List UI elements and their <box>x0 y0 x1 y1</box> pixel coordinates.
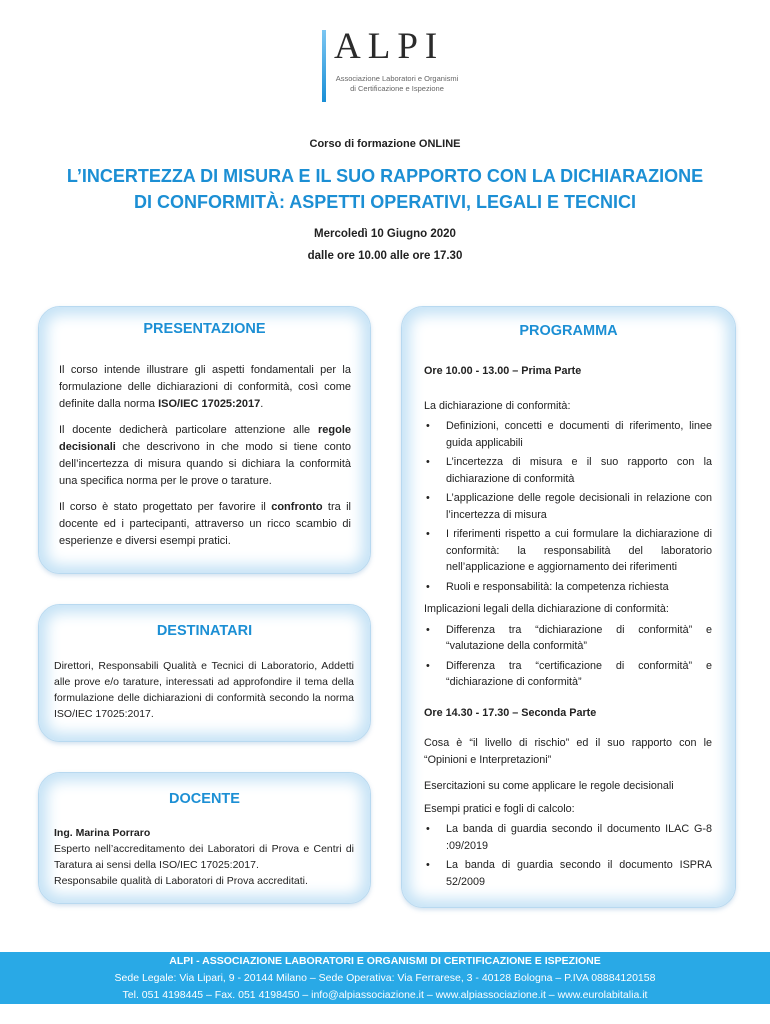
destinatari-heading: DESTINATARI <box>156 623 253 639</box>
docente-name: Ing. Marina Porraro <box>54 827 151 839</box>
docente-body <box>54 825 354 889</box>
list-item-text: I riferimenti rispetto a cui formulare la dichiarazione di conformità: la responsabilità del laboratorio nell’applicazione e aggiornamento dei riferimenti <box>446 528 712 573</box>
list-item <box>424 821 712 854</box>
list-item-text: La banda di guardia secondo il documento ISPRA 52/2009 <box>446 859 712 888</box>
text-span: Il corso intende illustrare gli aspetti fondamentali per la formulazione delle dichiarazioni di conformità, così come definite dalla norma <box>59 364 351 410</box>
logo-subtitle-line2: di Certificazione e Ispezione <box>350 84 444 93</box>
programma-paragraph-1: Cosa è “il livello di rischio” ed il suo rapporto con le “Opinioni e Interpretazioni” <box>424 737 712 766</box>
course-time: dalle ore 10.00 alle ore 17.30 <box>307 250 463 262</box>
docente-bio-1: Esperto nell’accreditamento dei Laboratori di Prova e Centri di Taratura ai sensi della ISO/IEC 17025:2017. <box>54 843 354 871</box>
list-item-text: Differenza tra “certificazione di conformità” e “dichiarazione di conformità” <box>446 659 712 688</box>
programma-list-1 <box>424 418 712 595</box>
list-item <box>424 622 712 655</box>
bullet-icon: • <box>426 823 430 835</box>
programma-heading: PROGRAMMA <box>519 323 618 339</box>
programma-intro-1: La dichiarazione di conformità: <box>424 399 571 412</box>
text-span: che descrivono in che modo si tiene conto dell’incertezza di misura quando si dichiara la conformità una specifica norma per le prove o tarature. <box>59 441 351 487</box>
list-item-text: L’applicazione delle regole decisionali in relazione con l’incertezza di misura <box>446 492 712 521</box>
destinatari-panel <box>38 604 371 742</box>
presentazione-body <box>59 362 351 559</box>
presentazione-paragraph-3 <box>59 499 351 550</box>
presentazione-paragraph-1 <box>59 362 351 413</box>
prima-parte-heading: Ore 10.00 - 13.00 – Prima Parte <box>424 365 582 377</box>
footer-bar <box>0 952 770 1004</box>
course-type: Corso di formazione ONLINE <box>309 138 461 150</box>
list-item <box>424 579 712 596</box>
programma-body <box>424 363 712 894</box>
logo-subtitle <box>334 74 460 94</box>
logo-wordmark: ALPI <box>334 26 445 67</box>
list-item <box>424 454 712 487</box>
norm-reference: ISO/IEC 17025:2017 <box>158 398 261 410</box>
footer-address: Sede Legale: Via Lipari, 9 - 20144 Milano – Sede Operativa: Via Ferrarese, 3 - 40128 Bologna – P.IVA 08884120158 <box>114 972 656 984</box>
emphasis-text: confronto <box>271 501 323 513</box>
presentazione-paragraph-2 <box>59 422 351 490</box>
logo-subtitle-line1: Associazione Laboratori e Organismi <box>335 74 459 83</box>
presentazione-heading: PRESENTAZIONE <box>143 321 266 337</box>
programma-paragraph-2: Esercitazioni su come applicare le regole decisionali <box>424 780 674 792</box>
alpi-logo <box>322 26 459 104</box>
course-title-line1: L’INCERTEZZA DI MISURA E IL SUO RAPPORTO CON LA DICHIARAZIONE <box>66 166 704 186</box>
course-title-line2: DI CONFORMITÀ: ASPETTI OPERATIVI, LEGALI E TECNICI <box>133 192 636 212</box>
text-span: Il corso è stato progettato per favorire il <box>59 501 272 513</box>
bullet-icon: • <box>426 456 430 468</box>
bullet-icon: • <box>426 859 430 871</box>
list-item-text: La banda di guardia secondo il documento ILAC G-8 :09/2019 <box>446 823 712 852</box>
bullet-icon: • <box>426 580 430 593</box>
course-title <box>0 163 770 215</box>
list-item-text: Definizioni, concetti e documenti di riferimento, linee guida applicabili <box>446 420 712 449</box>
bullet-icon: • <box>426 623 430 636</box>
seconda-parte-heading: Ore 14.30 - 17.30 – Seconda Parte <box>424 706 597 719</box>
programma-list-3 <box>424 821 712 890</box>
programma-intro-3: Esempi pratici e fogli di calcolo: <box>424 802 575 815</box>
list-item-text: Differenza tra “dichiarazione di conformità” e “valutazione della conformità” <box>446 623 712 652</box>
programma-panel <box>401 306 736 908</box>
text-span: Il docente dedicherà particolare attenzione alle <box>59 424 318 436</box>
programma-list-2 <box>424 622 712 691</box>
list-item-text: L’incertezza di misura e il suo rapporto con la dichiarazione di conformità <box>446 456 712 485</box>
docente-bio-2: Responsabile qualità di Laboratori di Prova accreditati. <box>54 875 308 887</box>
docente-heading: DOCENTE <box>169 791 240 807</box>
list-item <box>424 490 712 523</box>
bullet-icon: • <box>426 492 430 504</box>
presentazione-panel <box>38 306 371 574</box>
list-item <box>424 526 712 576</box>
bullet-icon: • <box>426 528 430 540</box>
list-item-text: Ruoli e responsabilità: la competenza richiesta <box>446 580 669 593</box>
list-item <box>424 418 712 451</box>
bullet-icon: • <box>426 659 430 672</box>
destinatari-text: Direttori, Responsabili Qualità e Tecnici di Laboratorio, Addetti alle prove e/o tarature, interessati ad approfondire il tema della formulazione delle dichiarazioni di conformità secondo la norma ISO/IEC 17025:2017. <box>54 660 354 720</box>
footer-contacts: Tel. 051 4198445 – Fax. 051 4198450 – info@alpiassociazione.it – www.alpiassociazione.it – www.eurolabitalia.it <box>122 989 648 1001</box>
text-span: . <box>260 398 264 410</box>
course-date: Mercoledì 10 Giugno 2020 <box>314 228 456 240</box>
bullet-icon: • <box>426 420 430 432</box>
list-item <box>424 658 712 691</box>
programma-intro-2: Implicazioni legali della dichiarazione di conformità: <box>424 603 669 615</box>
footer-org-name: ALPI - ASSOCIAZIONE LABORATORI E ORGANISMI DI CERTIFICAZIONE E ISPEZIONE <box>169 955 601 967</box>
docente-panel <box>38 772 371 904</box>
emphasis-text: regole decisionali <box>59 424 351 453</box>
list-item <box>424 857 712 890</box>
text-span: tra il docente ed i partecipanti, attraverso un ricco scambio di esperienze e diversi esempi pratici. <box>59 501 351 547</box>
logo-accent-bar <box>322 30 326 102</box>
